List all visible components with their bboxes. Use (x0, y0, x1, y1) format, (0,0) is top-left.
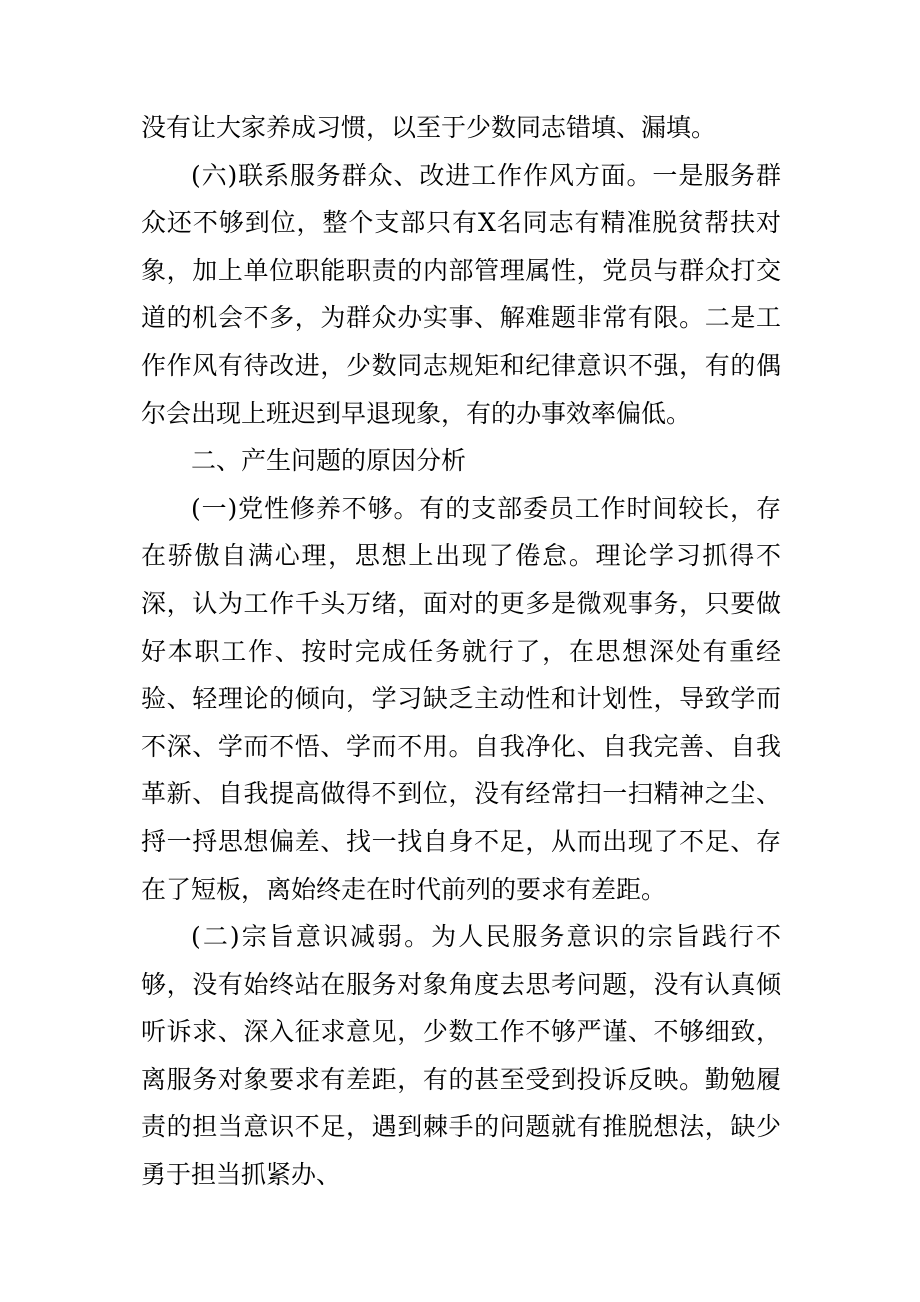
section-two-heading: 二、产生问题的原因分析 (191, 446, 467, 476)
paragraph-cause-two: (二)宗旨意识减弱。为人民服务意识的宗旨践行不够，没有始终站在服务对象角度去思考问题，没有认真倾听诉求、深入征求意见，少数工作不够严谨、不够细致，离服务对象要求有差距，有的甚至受到投诉反映。勤勉履责的担当意识不足，遇到棘手的问题就有推脱想法，缺少勇于担当抓紧办、 (141, 922, 781, 1190)
document-body (141, 104, 781, 1199)
paragraph-cause-one: (一)党性修养不够。有的支部委员工作时间较长，存在骄傲自满心理，思想上出现了倦怠。理论学习抓得不深，认为工作千头万绪，面对的更多是微观事务，只要做好本职工作、按时完成任务就行了，在思想深处有重经验、轻理论的倾向，学习缺乏主动性和计划性，导致学而不深、学而不悟、学而不用。自我净化、自我完善、自我革新、自我提高做得不到位，没有经常扫一扫精神之尘、捋一捋思想偏差、找一找自身不足，从而出现了不足、存在了短板，离始终走在时代前列的要求有差距。 (141, 493, 781, 904)
paragraph-section-six: (六)联系服务群众、改进工作作风方面。一是服务群众还不够到位，整个支部只有X名同志有精准脱贫帮扶对象，加上单位职能职责的内部管理属性，党员与群众打交道的机会不多，为群众办实事、解难题非常有限。二是工作作风有待改进，少数同志规矩和纪律意识不强，有的偶尔会出现上班迟到早退现象，有的办事效率偏低。 (141, 160, 781, 428)
paragraph-continuation: 没有让大家养成习惯，以至于少数同志错填、漏填。 (141, 113, 717, 142)
